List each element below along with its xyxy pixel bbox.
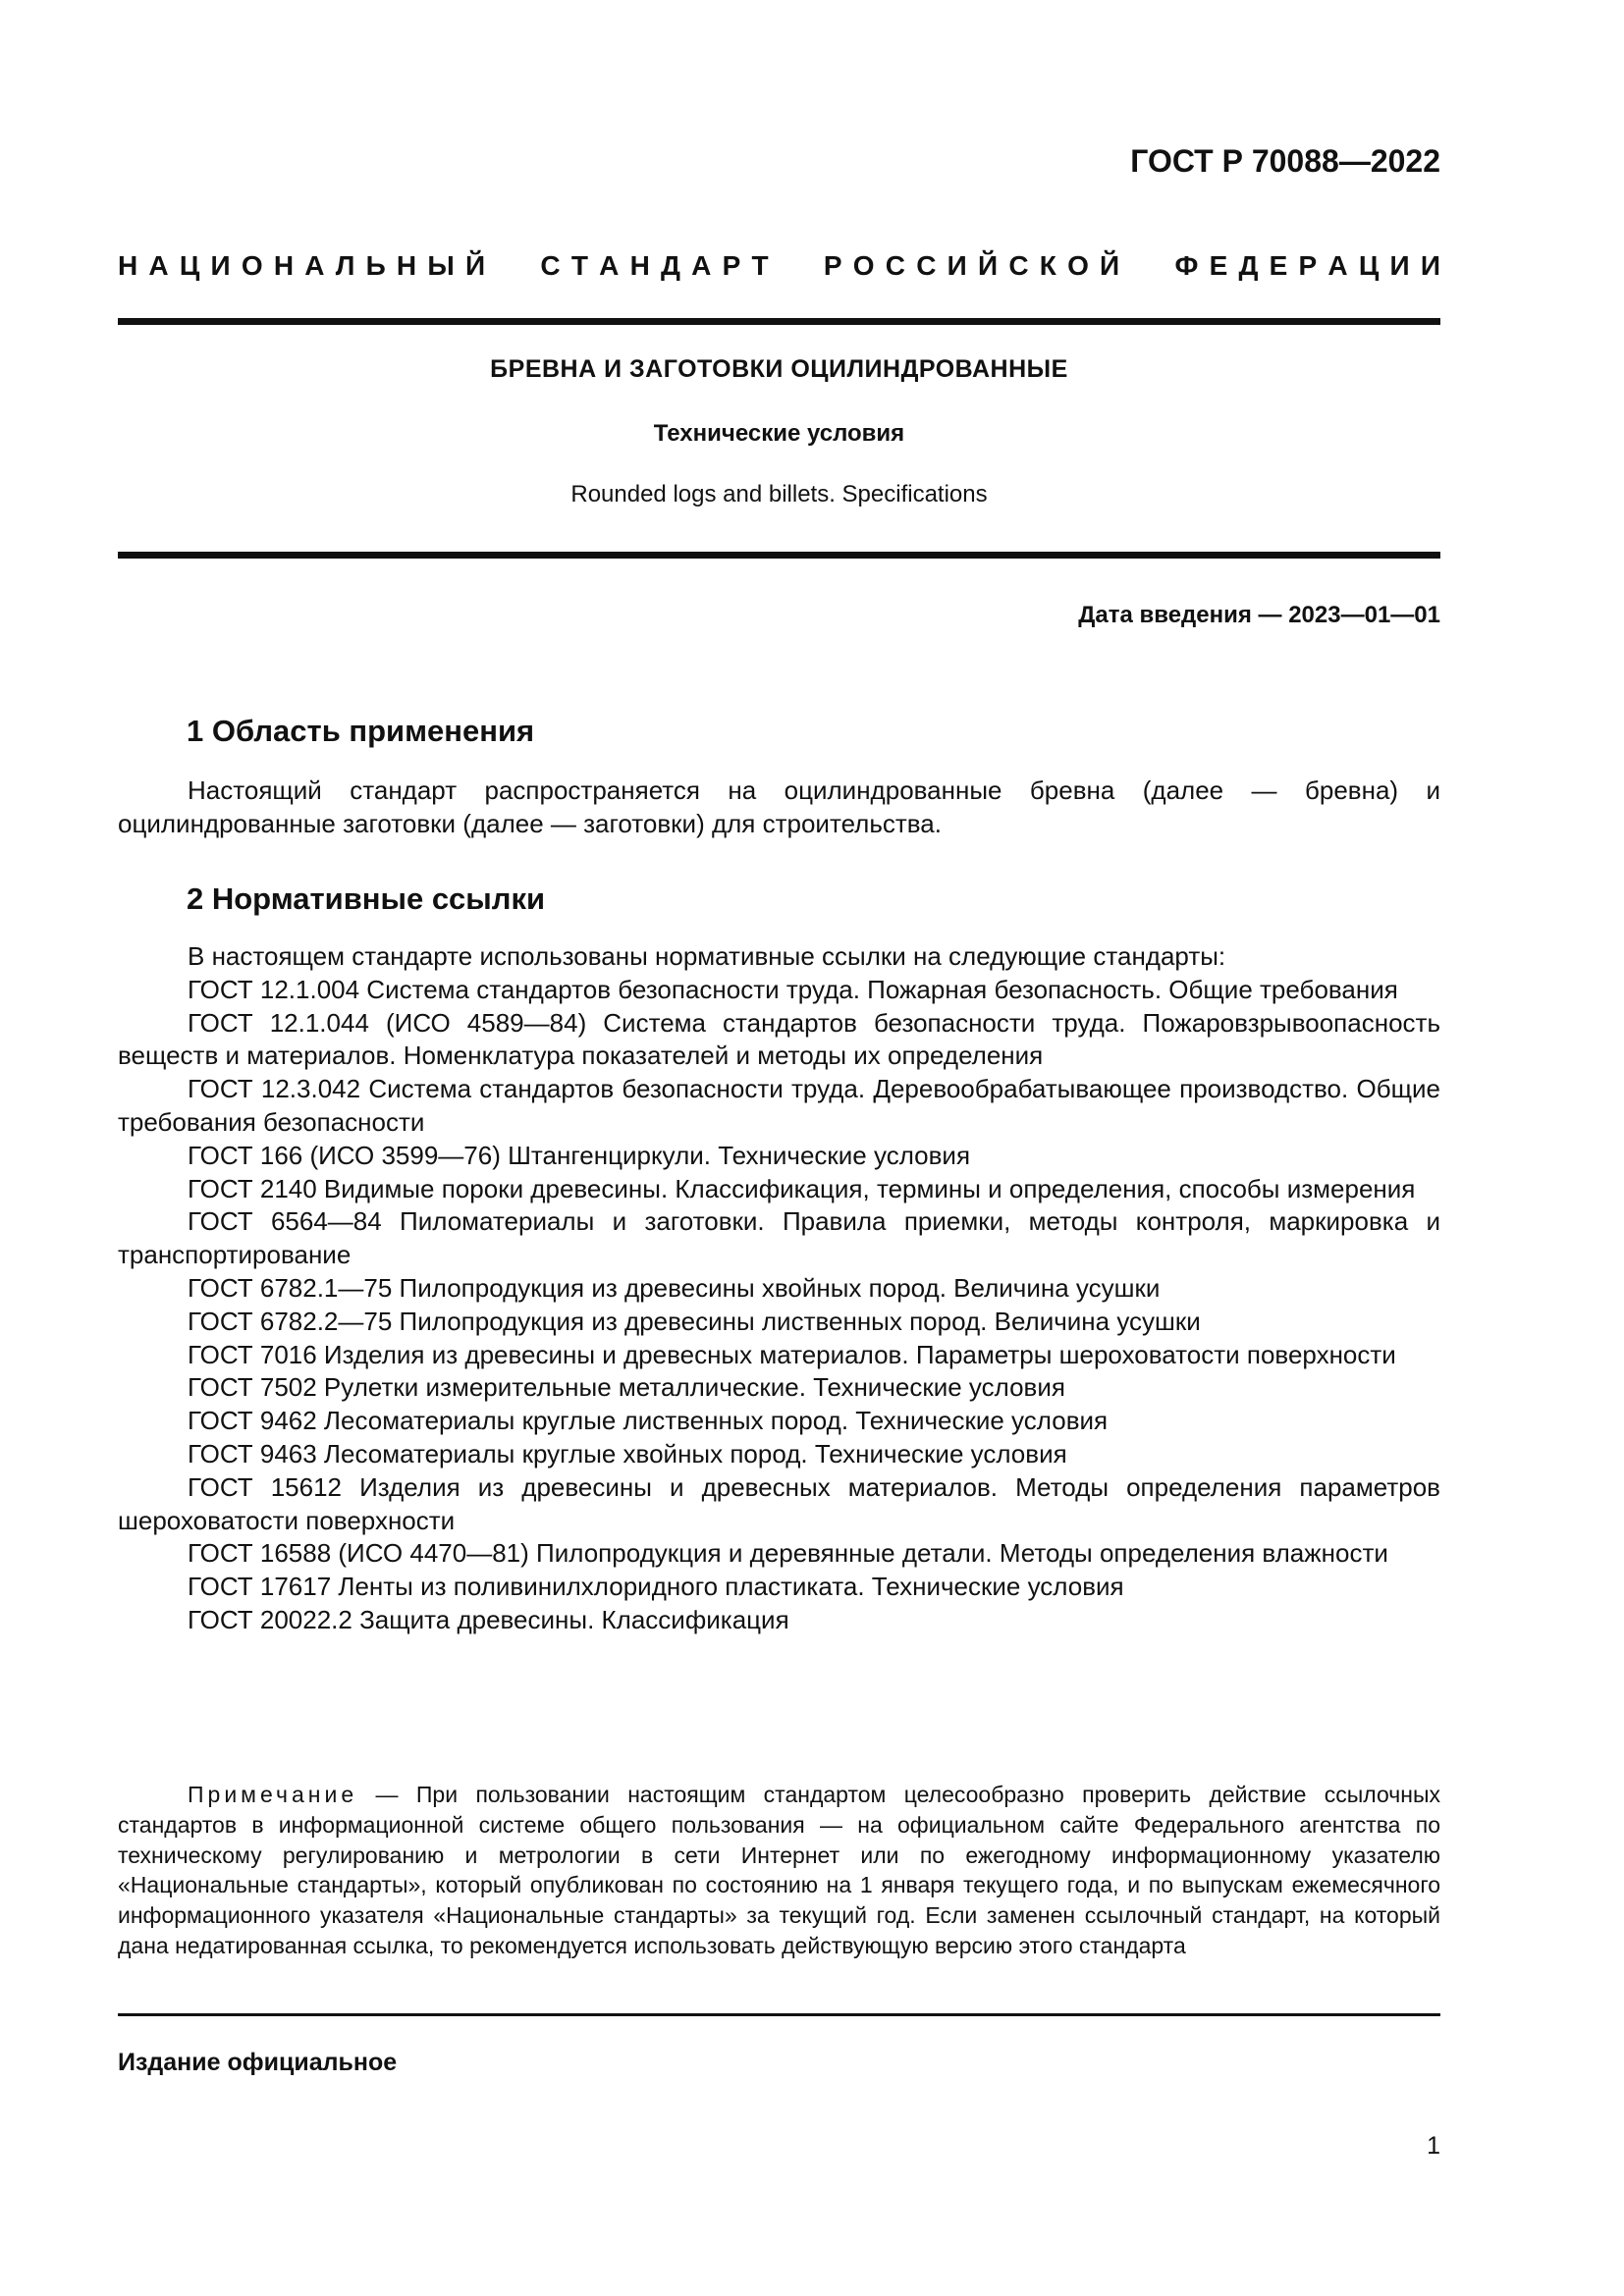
section-1-body (118, 774, 1440, 841)
header-word: Ф Е Д Е Р А Ц И И (1174, 250, 1440, 281)
reference-item: ГОСТ 12.1.044 (ИСО 4589—84) Система стандартов безопасности труда. Пожаровзрывоопасность веществ и материалов. Номенклатура показателей и методы их определения (118, 1007, 1440, 1071)
reference-item: ГОСТ 2140 Видимые пороки древесины. Классификация, термины и определения, способы измерения (188, 1173, 1416, 1203)
reference-item: ГОСТ 20022.2 Защита древесины. Классификация (188, 1604, 789, 1634)
english-title: Rounded logs and billets. Specifications (570, 481, 988, 507)
paragraph: Настоящий стандарт распространяется на оцилиндрованные бревна (далее — бревна) и оцилиндрованные заготовки (далее — заготовки) для строительства. (118, 775, 1440, 838)
reference-item: ГОСТ 6782.1—75 Пилопродукция из древесины хвойных пород. Величина усушки (188, 1272, 1161, 1303)
reference-item: ГОСТ 16588 (ИСО 4470—81) Пилопродукция и деревянные детали. Методы определения влажности (188, 1538, 1388, 1569)
page-number: 1 (1427, 2132, 1440, 2160)
footer-divider (118, 2013, 1440, 2016)
reference-item: ГОСТ 7016 Изделия из древесины и древесных материалов. Параметры шероховатости поверхности (188, 1339, 1396, 1369)
reference-item: ГОСТ 12.1.004 Система стандартов безопасности труда. Пожарная безопасность. Общие требования (188, 974, 1398, 1004)
reference-item: ГОСТ 9463 Лесоматериалы круглые хвойных пород. Технические условия (188, 1438, 1067, 1468)
reference-item: ГОСТ 9462 Лесоматериалы круглые лиственных пород. Технические условия (188, 1406, 1109, 1436)
header-word: С Т А Н Д А Р Т (540, 250, 769, 281)
note-label: Примечание (188, 1782, 358, 1807)
top-divider (118, 318, 1440, 325)
note-text: — При пользовании настоящим стандартом целесообразно проверить действие ссылочных стандартов в информационной системе общего пользования — на официальном сайте Федерального агентства по техническому регулированию и метрологии в сети Интернет или по ежегодному информационному указателю «Национальные стандарты», который опубликован по состоянию на 1 января текущего года, и по выпускам ежемесячного информационного указателя «Национальные стандарты» за текущий год. Если заменен ссылочный стандарт, на который дана недатированная ссылка, то рекомендуется использовать действующую версию этого стандарта (118, 1782, 1440, 1958)
section-2-heading: 2 Нормативные ссылки (187, 881, 546, 916)
section-2-body (118, 940, 1440, 1637)
reference-item: ГОСТ 6564—84 Пиломатериалы и заготовки. Правила приемки, методы контроля, маркировка и транспортирование (118, 1206, 1440, 1270)
reference-item: ГОСТ 17617 Ленты из поливинилхлоридного пластиката. Технические условия (188, 1572, 1124, 1602)
title-divider (118, 552, 1440, 559)
section-1-heading: 1 Область применения (187, 714, 535, 748)
document-code: ГОСТ Р 70088—2022 (1130, 143, 1440, 179)
introduction-date: Дата введения — 2023—01—01 (1078, 602, 1440, 628)
national-standard-header (118, 250, 1440, 282)
document-subtitle: Технические условия (653, 420, 905, 447)
header-word: Р О С С И Й С К О Й (823, 250, 1120, 281)
reference-item: ГОСТ 6782.2—75 Пилопродукция из древесины лиственных пород. Величина усушки (188, 1306, 1201, 1336)
header-word: Н А Ц И О Н А Л Ь Н Ы Й (118, 250, 486, 281)
paragraph: В настоящем стандарте использованы нормативные ссылки на следующие стандарты: (188, 941, 1226, 971)
document-title: БРЕВНА И ЗАГОТОВКИ ОЦИЛИНДРОВАННЫЕ (490, 355, 1068, 383)
official-edition-label: Издание официальное (118, 2049, 398, 2076)
reference-item: ГОСТ 15612 Изделия из древесины и древесных материалов. Методы определения параметров шероховатости поверхности (118, 1471, 1440, 1535)
reference-item: ГОСТ 7502 Рулетки измерительные металлические. Технические условия (188, 1372, 1065, 1403)
reference-item: ГОСТ 166 (ИСО 3599—76) Штангенциркули. Технические условия (188, 1140, 971, 1170)
note (118, 1780, 1440, 1961)
reference-item: ГОСТ 12.3.042 Система стандартов безопасности труда. Деревообрабатывающее производство. Общие требования безопасности (118, 1074, 1440, 1137)
